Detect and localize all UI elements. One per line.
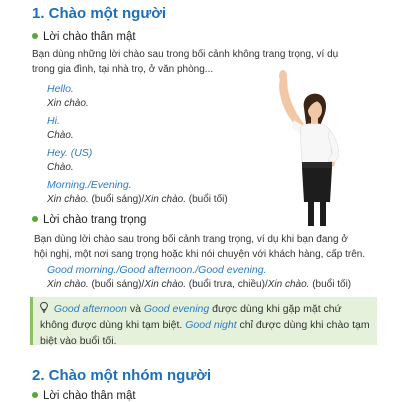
tip-segment: được dùng khi gặp mặt chứ không được dùng khi tạm biệt. (40, 303, 342, 331)
vn-greeting: Xin chào. (47, 279, 89, 290)
informal-greeting-heading (32, 31, 136, 43)
vn-greeting: Xin chào. (267, 279, 310, 290)
informal-desc-line-1: Bạn dùng những lời chào sau trong bối cảnh không trang trọng, ví dụ (32, 49, 339, 60)
example-vietnamese: Chào. (47, 162, 74, 173)
formal-description (34, 232, 394, 262)
time-note: (buổi sáng)/ (88, 279, 145, 290)
section-1-title: 1. Chào một người (32, 5, 167, 22)
time-note: (buổi trưa, chiều)/ (186, 279, 268, 290)
section-2-heading-label: Lời chào thân mật (43, 390, 136, 402)
example-english: Hey. (US) (47, 147, 93, 159)
lightbulb-icon (40, 303, 51, 315)
example-english: Hello. (47, 83, 74, 95)
tip-segment: chỉ được dùng khi chào tạm biệt vào buổi tối. (40, 319, 370, 347)
example-vietnamese-time (47, 194, 228, 205)
vn-greeting: Xin chào. (47, 194, 89, 205)
formal-example-vietnamese (47, 279, 351, 290)
tip-segment: và (126, 303, 144, 315)
tip-highlight: Good evening (143, 303, 210, 315)
vn-greeting: Xin chào. (144, 279, 186, 290)
formal-desc-line-2: hội nghị, một nơi sang trọng hoặc khi nói chuyện với khách hàng, cấp trên. (34, 249, 366, 260)
section-2-title: 2. Chào một nhóm người (32, 367, 212, 384)
formal-heading-label: Lời chào trang trọng (43, 214, 147, 226)
section-2-informal-heading (32, 390, 136, 402)
example-english: Hi. (47, 115, 60, 127)
vn-greeting: Xin chào. (144, 194, 186, 205)
time-note: (buổi tối) (309, 279, 352, 290)
example-english: Morning./Evening. (47, 179, 132, 191)
tip-text (40, 301, 372, 349)
waving-woman-illustration (260, 70, 360, 230)
time-note: (buổi tối) (186, 194, 228, 205)
tip-highlight: Good night (185, 319, 237, 331)
tip-highlight: Good afternoon (53, 303, 127, 315)
bullet-icon (32, 33, 38, 39)
time-note: (buổi sáng)/ (88, 194, 145, 205)
example-vietnamese: Xin chào. (47, 98, 89, 109)
informal-heading-label: Lời chào thân mật (43, 31, 136, 43)
formal-greeting-heading (32, 214, 146, 226)
example-vietnamese: Chào. (47, 130, 74, 141)
informal-desc-line-2: trong gia đình, tại nhà trọ, ở văn phòng... (32, 64, 214, 75)
bullet-icon (32, 216, 38, 222)
formal-desc-line-1: Bạn dùng lời chào sau trong bối cảnh trang trọng, ví dụ khi bạn đang ở (34, 234, 348, 245)
bullet-icon (32, 392, 38, 398)
formal-example-english: Good morning./Good afternoon./Good evening. (47, 264, 267, 276)
